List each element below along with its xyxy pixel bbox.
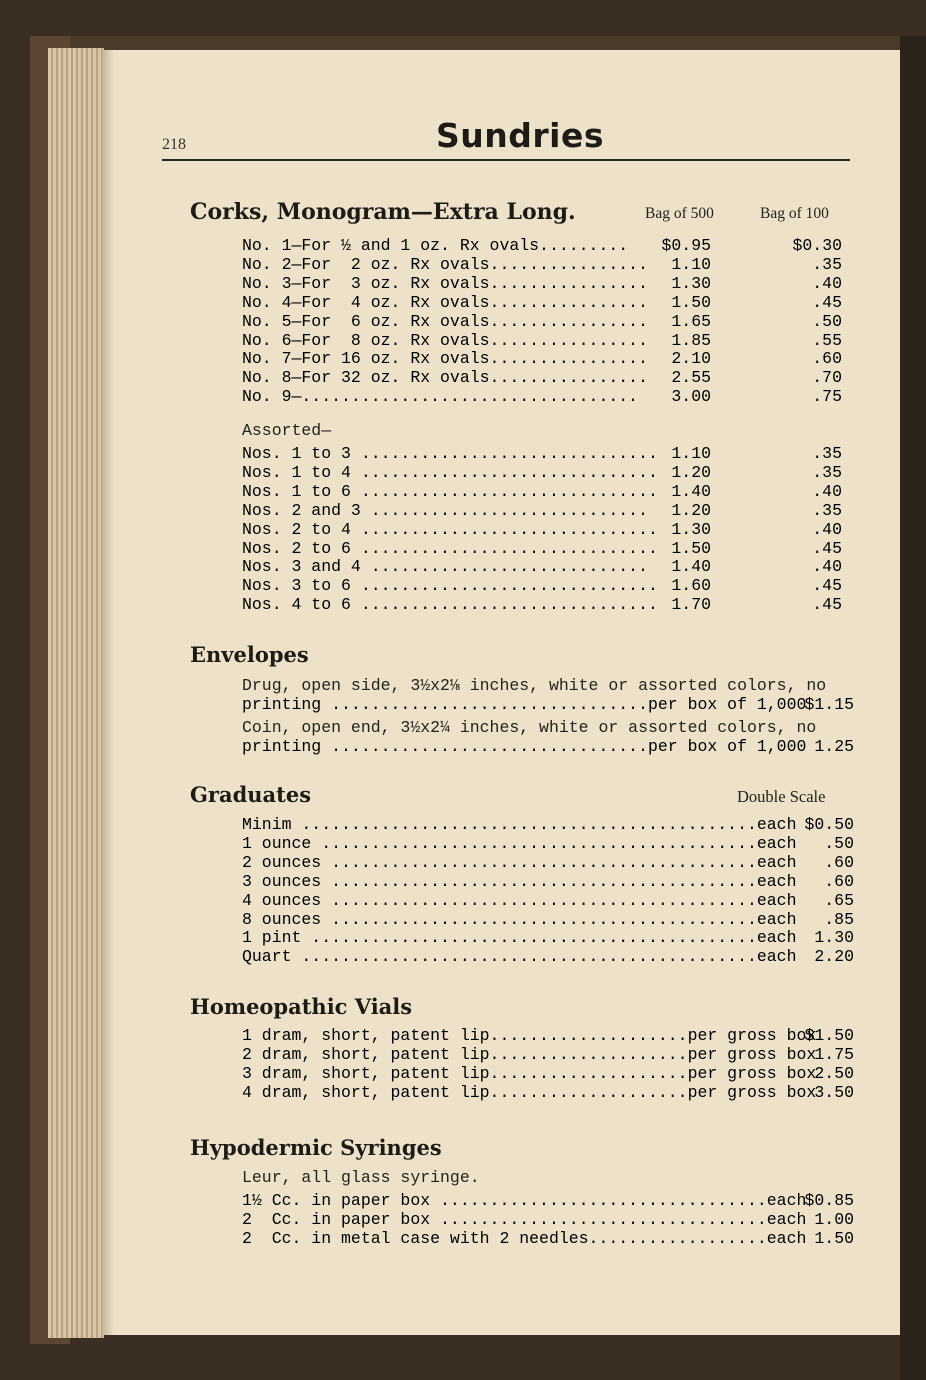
cork-price-bag-100: .75: [812, 387, 842, 407]
assorted-cork-price-bag-100: .45: [812, 576, 842, 596]
page-shadow: [102, 50, 114, 1335]
cork-price-bag-500: 3.00: [671, 387, 711, 407]
syringe-row: [242, 1210, 854, 1229]
cork-price-bag-500: 1.10: [671, 254, 711, 274]
corks-heading: Corks, Monogram—Extra Long.: [190, 199, 576, 225]
assorted-cork-description: Nos. 4 to 6 ..............................: [242, 595, 658, 615]
cork-row: [242, 368, 854, 387]
assorted-cork-price-bag-500: 1.30: [671, 519, 711, 539]
graduate-price: .60: [824, 871, 854, 891]
assorted-cork-description: Nos. 1 to 6 ..............................: [242, 481, 658, 501]
graduate-price: .65: [824, 890, 854, 910]
cork-row: [242, 387, 854, 406]
cork-price-bag-100: .70: [812, 368, 842, 388]
cork-price-bag-500: 1.85: [671, 330, 711, 350]
assorted-cork-row: [242, 482, 854, 501]
graduate-row: [242, 834, 854, 853]
vial-row: [242, 1045, 854, 1064]
cork-description: No. 3—For 3 oz. Rx ovals................: [242, 273, 648, 293]
cork-price-bag-500: 1.50: [671, 292, 711, 312]
graduate-row: [242, 872, 854, 891]
vial-description: 4 dram, short, patent lip....................per gross box: [242, 1083, 817, 1102]
cork-description: No. 6—For 8 oz. Rx ovals................: [242, 330, 648, 350]
cork-description: No. 1—For ½ and 1 oz. Rx ovals.........: [242, 236, 629, 255]
page-number: 218: [162, 136, 186, 153]
assorted-cork-description: Nos. 2 to 4 ..............................: [242, 519, 658, 539]
cork-price-bag-500: 2.10: [671, 349, 711, 369]
envelope-unit: printing ................................per box of 1,000: [242, 695, 807, 714]
graduate-description: 4 ounces ...........................................each: [242, 890, 797, 910]
graduate-price: .85: [824, 909, 854, 929]
envelope-price: 1.25: [814, 737, 854, 756]
vial-description: 1 dram, short, patent lip....................per gross box: [242, 1026, 817, 1045]
vial-description: 2 dram, short, patent lip....................per gross box: [242, 1045, 817, 1064]
envelope-row: [242, 737, 854, 756]
cork-row: [242, 274, 854, 293]
cork-price-bag-100: .40: [812, 273, 842, 293]
assorted-cork-price-bag-100: .45: [812, 595, 842, 615]
cork-row: [242, 349, 854, 368]
cork-price-bag-100: .50: [812, 311, 842, 331]
vial-row: [242, 1083, 854, 1102]
cork-row: [242, 236, 854, 255]
syringes-sub: Leur, all glass syringe.: [242, 1168, 480, 1187]
assorted-cork-row: [242, 463, 854, 482]
cork-description: No. 2—For 2 oz. Rx ovals................: [242, 254, 648, 274]
graduates-col-double-scale: Double Scale: [737, 787, 826, 806]
assorted-cork-price-bag-500: 1.20: [671, 462, 711, 482]
graduate-price: $0.50: [804, 815, 854, 834]
assorted-cork-price-bag-100: .35: [812, 462, 842, 482]
assorted-cork-description: Nos. 2 to 6 ..............................: [242, 538, 658, 558]
title-rule: [162, 159, 850, 161]
cork-row: [242, 331, 854, 350]
cork-price-bag-100: .35: [812, 254, 842, 274]
cork-price-bag-500: 1.30: [671, 273, 711, 293]
cork-row: [242, 255, 854, 274]
cork-description: No. 7—For 16 oz. Rx ovals................: [242, 349, 648, 369]
corks-col-bag-500: Bag of 500: [645, 205, 714, 222]
syringe-description: 1½ Cc. in paper box .................................each: [242, 1191, 807, 1210]
cork-row: [242, 312, 854, 331]
assorted-cork-price-bag-500: 1.50: [671, 538, 711, 558]
envelope-unit: printing ................................per box of 1,000: [242, 737, 807, 756]
graduate-row: [242, 947, 854, 966]
page-title: Sundries: [436, 116, 604, 155]
assorted-cork-row: [242, 595, 854, 614]
assorted-cork-row: [242, 501, 854, 520]
vial-row: [242, 1026, 854, 1045]
assorted-cork-price-bag-100: .40: [812, 519, 842, 539]
assorted-cork-description: Nos. 3 to 6 ..............................: [242, 576, 658, 596]
syringe-price: $0.85: [804, 1191, 854, 1210]
page-edges: [48, 48, 104, 1338]
graduate-row: [242, 891, 854, 910]
vial-description: 3 dram, short, patent lip....................per gross box: [242, 1064, 817, 1083]
graduate-description: 1 pint .............................................each: [242, 928, 797, 948]
envelope-description: Coin, open end, 3½x2¼ inches, white or assorted colors, no: [242, 718, 817, 737]
graduate-description: 2 ounces ...........................................each: [242, 852, 797, 872]
assorted-cork-description: Nos. 2 and 3 ............................: [242, 500, 648, 520]
graduate-description: 1 ounce ............................................each: [242, 833, 797, 853]
graduate-description: 3 ounces ...........................................each: [242, 871, 797, 891]
assorted-cork-description: Nos. 1 to 4 ..............................: [242, 462, 658, 482]
graduate-price: .50: [824, 833, 854, 853]
assorted-cork-price-bag-100: .40: [812, 557, 842, 577]
envelope-description: Drug, open side, 3½x2⅛ inches, white or assorted colors, no: [242, 676, 827, 695]
corks-col-bag-100: Bag of 100: [760, 205, 829, 222]
graduate-row: [242, 815, 854, 834]
envelope-price: $1.15: [804, 695, 854, 714]
assorted-cork-row: [242, 557, 854, 576]
assorted-cork-price-bag-100: .35: [812, 500, 842, 520]
graduate-description: Quart ..............................................each: [242, 947, 797, 967]
envelope-row: [242, 695, 854, 714]
envelopes-heading: Envelopes: [190, 642, 309, 667]
assorted-cork-row: [242, 539, 854, 558]
syringe-description: 2 Cc. in metal case with 2 needles..................each: [242, 1229, 807, 1248]
vial-price: 2.50: [814, 1064, 854, 1083]
book-gutter: [900, 36, 926, 1380]
graduate-row: [242, 853, 854, 872]
cork-price-bag-100: .55: [812, 330, 842, 350]
cork-description: No. 4—For 4 oz. Rx ovals................: [242, 292, 648, 312]
syringe-price: 1.50: [814, 1229, 854, 1248]
graduate-row: [242, 928, 854, 947]
vial-price: 3.50: [814, 1083, 854, 1102]
vial-price: 1.75: [814, 1045, 854, 1064]
cork-price-bag-500: 1.65: [671, 311, 711, 331]
assorted-cork-price-bag-100: .40: [812, 481, 842, 501]
vial-row: [242, 1064, 854, 1083]
assorted-cork-price-bag-500: 1.20: [671, 500, 711, 520]
assorted-cork-description: Nos. 1 to 3 ..............................: [242, 444, 658, 463]
graduate-price: .60: [824, 852, 854, 872]
syringe-price: 1.00: [814, 1210, 854, 1229]
cork-row: [242, 293, 854, 312]
assorted-cork-description: Nos. 3 and 4 ............................: [242, 557, 648, 577]
assorted-label: Assorted—: [242, 421, 332, 440]
cork-price-bag-500: 2.55: [671, 368, 711, 388]
assorted-cork-price-bag-500: 1.40: [671, 481, 711, 501]
assorted-cork-price-bag-500: 1.40: [671, 557, 711, 577]
graduate-price: 1.30: [814, 928, 854, 948]
syringes-heading: Hypodermic Syringes: [190, 1135, 442, 1160]
syringe-row: [242, 1191, 854, 1210]
vial-price: $1.50: [804, 1026, 854, 1045]
syringe-description: 2 Cc. in paper box .................................each: [242, 1210, 807, 1229]
assorted-cork-row: [242, 520, 854, 539]
cork-description: No. 5—For 6 oz. Rx ovals................: [242, 311, 648, 331]
assorted-cork-price-bag-100: .45: [812, 538, 842, 558]
graduate-description: 8 ounces ...........................................each: [242, 909, 797, 929]
assorted-cork-price-bag-500: 1.60: [671, 576, 711, 596]
graduate-description: Minim ..............................................each: [242, 815, 797, 834]
homeopathic-heading: Homeopathic Vials: [190, 994, 413, 1019]
cork-description: No. 9—..................................: [242, 387, 639, 407]
graduate-row: [242, 910, 854, 929]
assorted-cork-price-bag-100: .35: [812, 444, 842, 463]
graduate-price: 2.20: [814, 947, 854, 967]
assorted-cork-price-bag-500: 1.70: [671, 595, 711, 615]
syringe-row: [242, 1229, 854, 1248]
assorted-cork-price-bag-500: 1.10: [671, 444, 711, 463]
assorted-cork-row: [242, 576, 854, 595]
cork-price-bag-100: .45: [812, 292, 842, 312]
cork-price-bag-100: $0.30: [792, 236, 842, 255]
cork-price-bag-100: .60: [812, 349, 842, 369]
cork-description: No. 8—For 32 oz. Rx ovals................: [242, 368, 648, 388]
assorted-cork-row: [242, 444, 854, 463]
cork-price-bag-500: $0.95: [661, 236, 711, 255]
graduates-heading: Graduates: [190, 782, 312, 807]
